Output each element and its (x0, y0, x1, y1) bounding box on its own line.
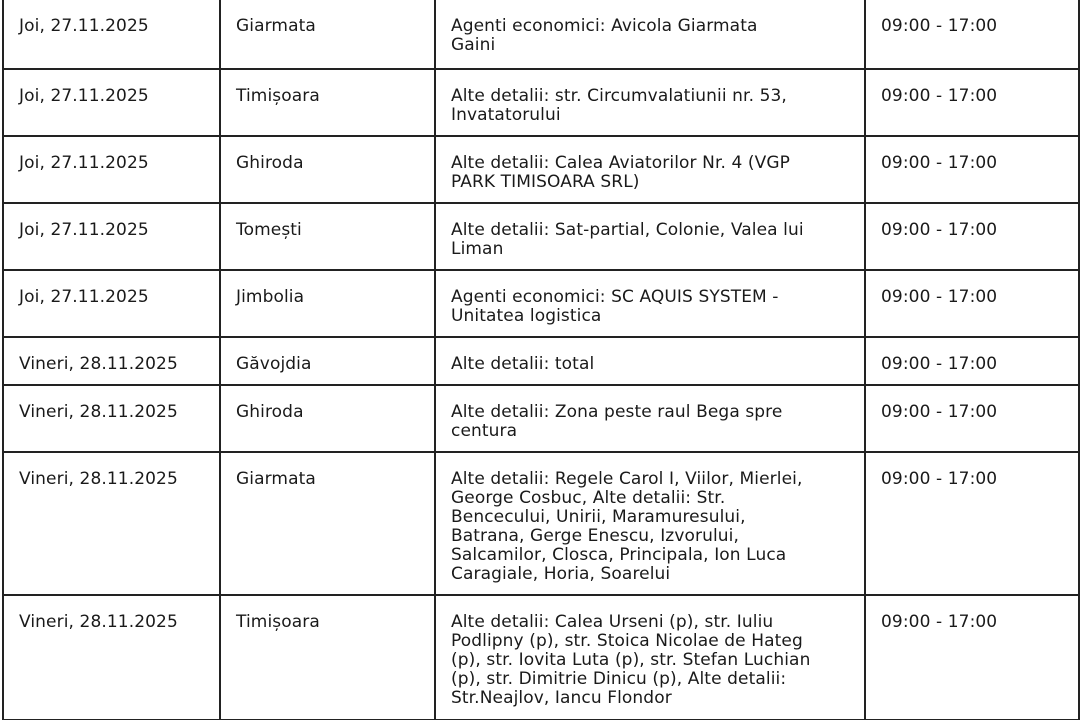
hours-cell: 09:00 - 17:00 (865, 136, 1079, 203)
hours-cell: 09:00 - 17:00 (865, 203, 1079, 270)
location-cell: Găvojdia (220, 337, 435, 385)
hours-cell: 09:00 - 17:00 (865, 452, 1079, 595)
date-cell: Joi, 27.11.2025 (3, 0, 220, 69)
details-cell: Alte detalii: str. Circumvalatiunii nr. 53, Invatatorului (435, 69, 865, 136)
hours-cell: 09:00 - 17:00 (865, 0, 1079, 69)
hours-cell: 09:00 - 17:00 (865, 337, 1079, 385)
table-row (3, 203, 1079, 270)
table-row (3, 337, 1079, 385)
details-cell: Alte detalii: Zona peste raul Bega spre centura (435, 385, 865, 452)
hours-cell: 09:00 - 17:00 (865, 385, 1079, 452)
hours-cell: 09:00 - 17:00 (865, 595, 1079, 720)
date-cell: Vineri, 28.11.2025 (3, 452, 220, 595)
table-row (3, 385, 1079, 452)
table-row (3, 0, 1079, 69)
details-cell: Alte detalii: Regele Carol I, Viilor, Mierlei, George Cosbuc, Alte detalii: Str. Bencecului, Unirii, Maramuresului, Batrana, Gerge Enescu, Izvorului, Salcamilor, Closca, Principala, Ion Luca Caragiale, Horia, Soarelui (435, 452, 865, 595)
details-cell: Alte detalii: Calea Urseni (p), str. Iuliu Podlipny (p), str. Stoica Nicolae de Hateg (p), str. Iovita Luta (p), str. Stefan Luchian (p), str. Dimitrie Dinicu (p), Alte detalii: Str.Neajlov, Iancu Flondor (435, 595, 865, 720)
location-cell: Jimbolia (220, 270, 435, 337)
date-cell: Vineri, 28.11.2025 (3, 595, 220, 720)
date-cell: Joi, 27.11.2025 (3, 270, 220, 337)
details-cell: Alte detalii: total (435, 337, 865, 385)
date-cell: Joi, 27.11.2025 (3, 69, 220, 136)
outage-schedule-table (2, 0, 1080, 720)
details-cell: Agenti economici: SC AQUIS SYSTEM - Unitatea logistica (435, 270, 865, 337)
table-row (3, 136, 1079, 203)
hours-cell: 09:00 - 17:00 (865, 69, 1079, 136)
hours-cell: 09:00 - 17:00 (865, 270, 1079, 337)
table-row (3, 69, 1079, 136)
table-row (3, 595, 1079, 720)
date-cell: Vineri, 28.11.2025 (3, 337, 220, 385)
location-cell: Giarmata (220, 0, 435, 69)
date-cell: Vineri, 28.11.2025 (3, 385, 220, 452)
date-cell: Joi, 27.11.2025 (3, 203, 220, 270)
details-cell: Alte detalii: Sat-partial, Colonie, Valea lui Liman (435, 203, 865, 270)
location-cell: Giarmata (220, 452, 435, 595)
location-cell: Timișoara (220, 69, 435, 136)
date-cell: Joi, 27.11.2025 (3, 136, 220, 203)
location-cell: Timișoara (220, 595, 435, 720)
table-row (3, 270, 1079, 337)
location-cell: Ghiroda (220, 385, 435, 452)
details-cell: Alte detalii: Calea Aviatorilor Nr. 4 (VGP PARK TIMISOARA SRL) (435, 136, 865, 203)
table-row (3, 452, 1079, 595)
location-cell: Ghiroda (220, 136, 435, 203)
location-cell: Tomești (220, 203, 435, 270)
details-cell: Agenti economici: Avicola Giarmata Gaini (435, 0, 865, 69)
